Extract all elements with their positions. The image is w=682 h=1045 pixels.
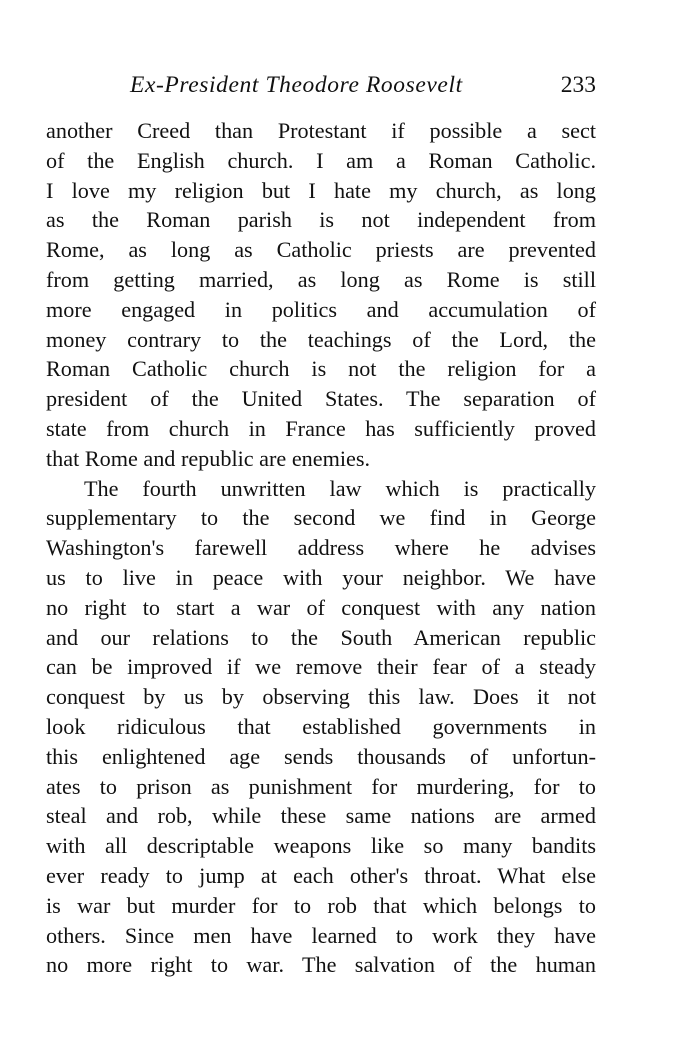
text-line: no right to start a war of conquest with any nation xyxy=(46,594,596,620)
text-line: another Creed than Protestant if possible a sect xyxy=(46,118,596,143)
text-line: ever ready to jump at each other's throat. What else xyxy=(46,862,596,888)
text-line: look ridiculous that established governments in xyxy=(46,713,596,739)
text-line: and our relations to the South American republic xyxy=(46,624,596,650)
paragraph-first-line: The fourth unwritten law which is practically xyxy=(84,475,596,501)
text-line: is war but murder for to rob that which belongs to xyxy=(46,892,596,918)
text-line: Roman Catholic church is not the religion for a xyxy=(46,356,596,382)
text-line: Washington's farewell address where he advises xyxy=(46,535,596,561)
text-line: money contrary to the teachings of the Lord, the xyxy=(46,326,596,352)
text-line: supplementary to the second we find in George xyxy=(46,505,596,531)
text-line: no more right to war. The salvation of the human xyxy=(46,952,596,978)
text-line: us to live in peace with your neighbor. We have xyxy=(46,564,596,590)
text-line: steal and rob, while these same nations are armed xyxy=(46,803,596,829)
text-line: ates to prison as punishment for murdering, for to xyxy=(46,773,596,799)
body-text xyxy=(46,116,596,980)
text-line: this enlightened age sends thousands of unfortun- xyxy=(46,743,596,769)
text-line: with all descriptable weapons like so many bandits xyxy=(46,833,596,859)
text-line: more engaged in politics and accumulation of xyxy=(46,296,596,322)
text-line: as the Roman parish is not independent from xyxy=(46,207,596,233)
text-line: president of the United States. The separation of xyxy=(46,386,596,412)
text-line: Rome, as long as Catholic priests are prevented xyxy=(46,237,596,263)
text-line: state from church in France has sufficiently proved xyxy=(46,415,596,441)
text-line: of the English church. I am a Roman Catholic. xyxy=(46,147,596,173)
text-line: that Rome and republic are enemies. xyxy=(46,445,371,471)
text-line: others. Since men have learned to work they have xyxy=(46,922,596,948)
running-title: Ex-President Theodore Roosevelt xyxy=(130,72,463,98)
page-number: 233 xyxy=(560,72,596,98)
running-header xyxy=(0,70,682,106)
text-line: I love my religion but I hate my church, as long xyxy=(46,177,596,203)
text-line: can be improved if we remove their fear of a steady xyxy=(46,654,596,680)
text-line: from getting married, as long as Rome is still xyxy=(46,266,596,292)
text-line: conquest by us by observing this law. Does it not xyxy=(46,684,596,710)
